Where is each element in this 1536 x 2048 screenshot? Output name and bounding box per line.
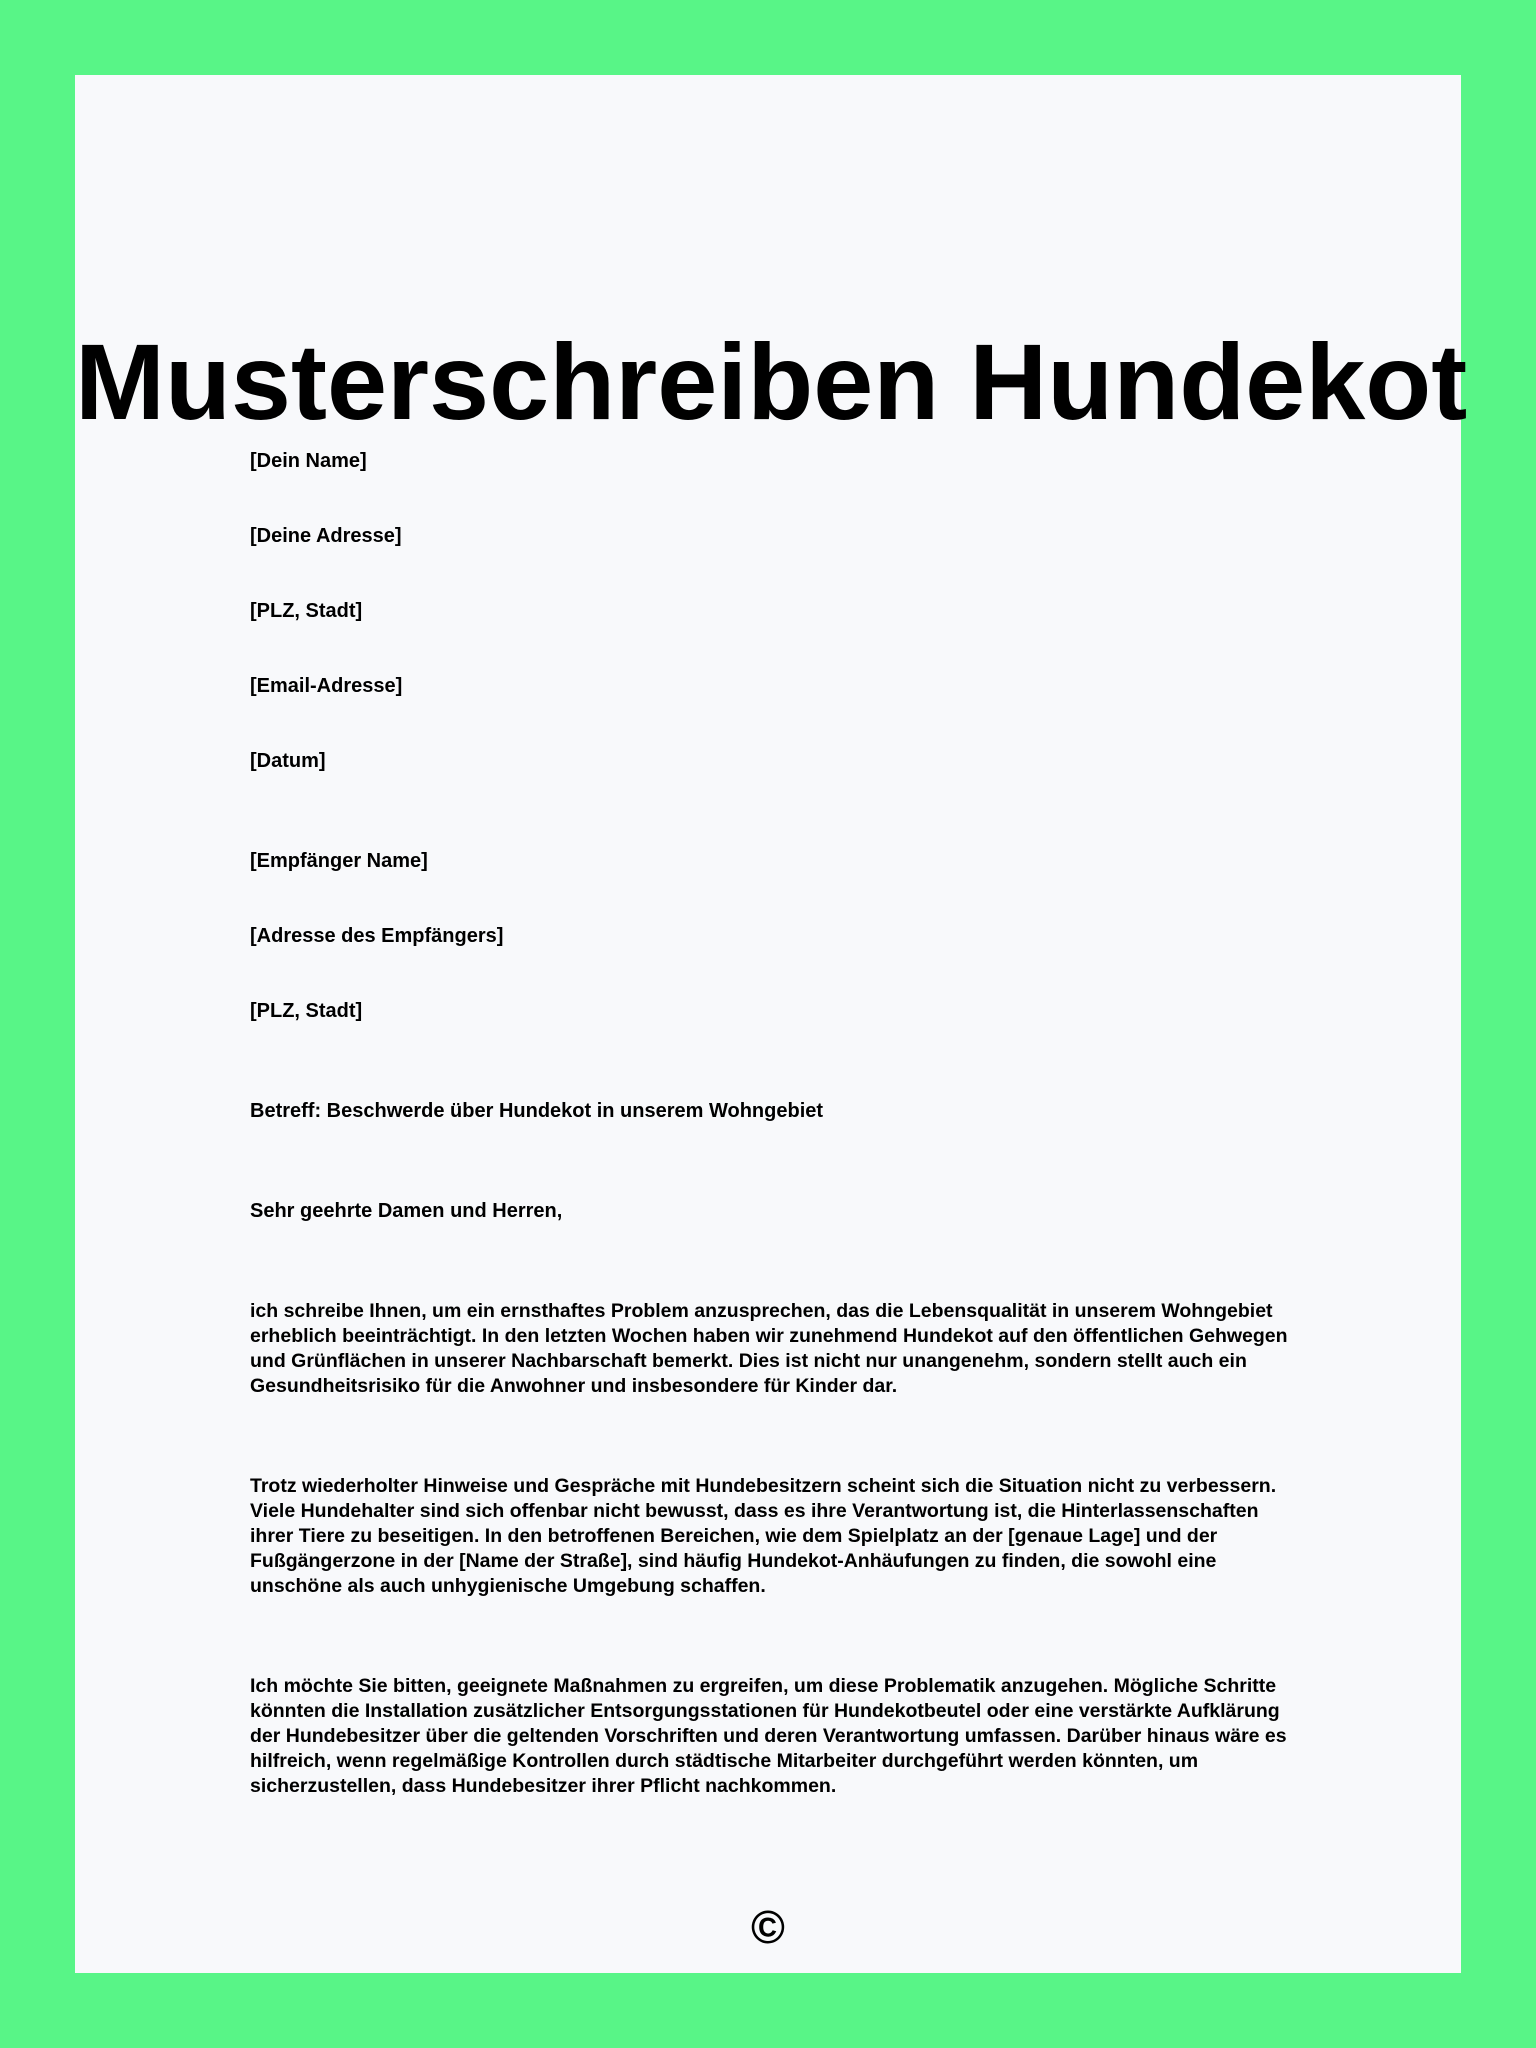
sender-zip-city: [PLZ, Stadt] <box>250 600 363 622</box>
body-paragraph-3: Ich möchte Sie bitten, geeignete Maßnahmen zu ergreifen, um diese Problematik anzugehen. Mögliche Schritte könnten die Installation zusätzlicher Entsorgungsstationen für Hundekotbeutel oder eine verstärkte Aufklärung der Hundebesitzer über die geltenden Vorschriften und deren Verantwortung umfassen. Darüber hinaus wäre es hilfreich, wenn regelmäßige Kontrollen durch städtische Mitarbeiter durchgeführt werden könnten, um sicherzustellen, dass Hundebesitzer ihrer Pflicht nachkommen. <box>250 1675 1287 1797</box>
subject-line: Betreff: Beschwerde über Hundekot in unserem Wohngebiet <box>250 1100 824 1122</box>
sender-address: [Deine Adresse] <box>250 525 402 547</box>
recipient-address: [Adresse des Empfängers] <box>250 925 504 947</box>
sender-name: [Dein Name] <box>250 450 367 472</box>
recipient-name: [Empfänger Name] <box>250 850 428 872</box>
salutation: Sehr geehrte Damen und Herren, <box>250 1200 563 1222</box>
document-title: Musterschreiben Hundekot <box>75 321 1468 442</box>
letter-page <box>75 75 1468 1973</box>
recipient-zip-city: [PLZ, Stadt] <box>250 1000 363 1022</box>
body-paragraph-2: Trotz wiederholter Hinweise und Gespräche mit Hundebesitzern scheint sich die Situation nicht zu verbessern. Viele Hundehalter sind sich offenbar nicht bewusst, dass es ihre Verantwortung ist, die Hinterlassenschaften ihrer Tiere zu beseitigen. In den betroffenen Bereichen, wie dem Spielplatz an der [genaue Lage] und der Fußgängerzone in der [Name der Straße], sind häufig Hundekot-Anhäufungen zu finden, die sowohl eine unschöne als auch unhygienische Umgebung schaffen. <box>250 1475 1277 1597</box>
letter-date: [Datum] <box>250 750 326 772</box>
body-paragraph-1: ich schreibe Ihnen, um ein ernsthaftes Problem anzusprechen, das die Lebensqualität in unserem Wohngebiet erheblich beeinträchtigt. In den letzten Wochen haben wir zunehmend Hundekot auf den öffentlichen Gehwegen und Grünflächen in unserer Nachbarschaft bemerkt. Dies ist nicht nur unangenehm, sondern stellt auch ein Gesundheitsrisiko für die Anwohner und insbesondere für Kinder dar. <box>250 1300 1288 1397</box>
copyright-icon: © <box>751 1901 785 1953</box>
sender-email: [Email-Adresse] <box>250 675 403 697</box>
